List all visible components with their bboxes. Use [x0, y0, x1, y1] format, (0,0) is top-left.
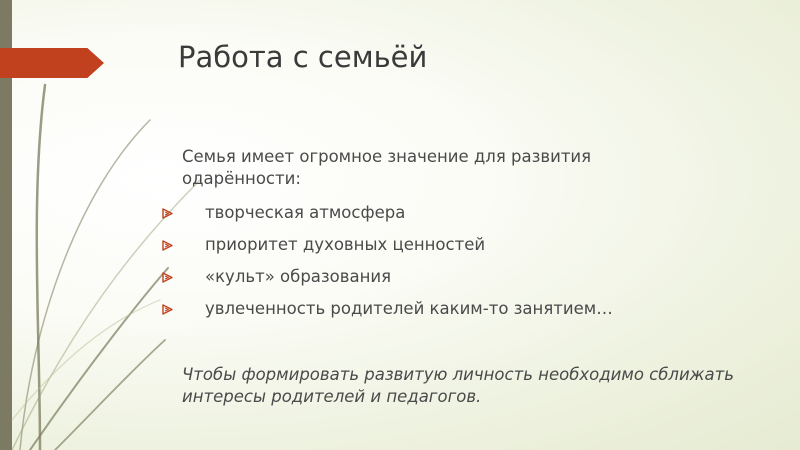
arrow-bullet-icon: [162, 208, 174, 219]
intro-text: Семья имеет огромное значение для развития одарённости:: [182, 147, 592, 188]
bullet-text: творческая атмосфера: [205, 203, 406, 222]
bullet-text: увлеченность родителей каким-то занятием…: [205, 299, 613, 318]
slide-title: Работа с семьёй: [178, 40, 428, 74]
bullet-text: «культ» образования: [205, 267, 392, 286]
arrow-bullet-icon: [162, 272, 174, 283]
conclusion-text: Чтобы формировать развитую личность необходимо сближать интересы родителей и педагогов.: [182, 365, 734, 406]
bullet-text: приоритет духовных ценностей: [205, 235, 486, 254]
arrow-bullet-icon: [162, 304, 174, 315]
arrow-bullet-icon: [162, 240, 174, 251]
decor-curve-4: [30, 268, 168, 450]
